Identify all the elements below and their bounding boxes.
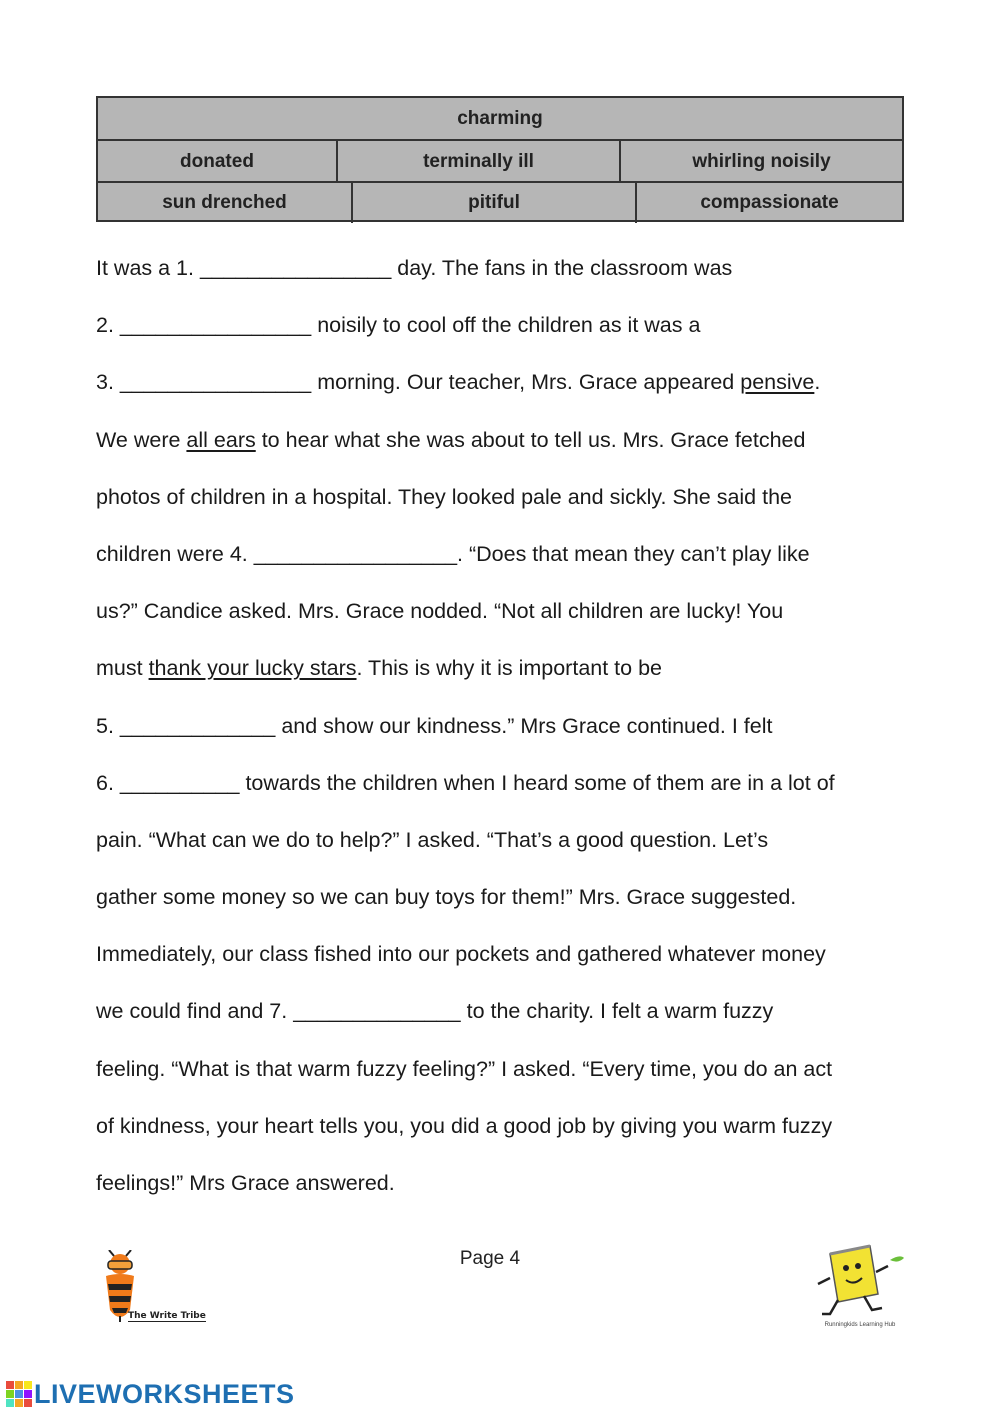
story-line [96,362,916,419]
story-text: noisily to cool off the children as it was a [311,313,701,338]
story-text: . This is why it is important to be [356,656,662,681]
story-text: . [814,370,821,395]
bee-logo-caption: The Write Tribe [128,1311,206,1321]
liveworksheets-brand[interactable] [6,1378,295,1410]
story-text: It was a 1. [96,256,200,280]
story-text: we could find and 7. [96,999,294,1024]
story-line [96,648,916,705]
story-text: to the charity. I felt a warm fuzzy [460,999,774,1024]
word-bank-row [98,139,902,182]
story-line [96,248,916,305]
word-bank-cell: charming [457,107,543,129]
story-line: feeling. “What is that warm fuzzy feeling?” I asked. “Every time, you do an act [96,1056,833,1081]
word-bank-cell: sun drenched [162,192,287,213]
underlined-phrase: pensive [740,370,815,395]
story-line [96,991,916,1048]
story-text: . “Does that mean they can’t play like [457,541,810,566]
word-bank-cell: pitiful [351,183,635,223]
blank-3-input[interactable]: ________________ [119,370,312,395]
story-text: 3. [96,370,120,395]
story-text: must [96,656,149,681]
blank-4-input[interactable]: _________________ [253,541,458,566]
story-line [96,534,916,591]
underlined-phrase: all ears [186,427,256,452]
page-number: Page 4 [459,1248,521,1269]
story-text: 2. [96,313,120,338]
story-line: photos of children in a hospital. They looked pale and sickly. She said the [96,484,792,509]
story-line [96,763,916,820]
story-text: towards the children when I heard some of them are in a lot of [239,770,835,795]
brand-text: LIVEWORKSHEETS [34,1378,295,1409]
word-bank-row [98,98,902,139]
book-logo-caption: Runningkids Learning Hub [824,1322,896,1328]
liveworksheets-logo-icon [6,1381,32,1407]
story-text: We were [96,427,187,452]
story-line: feelings!” Mrs Grace answered. [96,1171,395,1195]
blank-2-input[interactable]: ________________ [119,313,312,338]
word-bank-cell: whirling noisily [619,141,902,182]
story-text: to hear what she was about to tell us. Mrs. Grace fetched [255,427,806,452]
story-text: and show our kindness.” Mrs Grace continued. I felt [275,713,773,738]
story-line: of kindness, your heart tells you, you did a good job by giving you warm fuzzy [96,1113,833,1138]
word-bank-row [98,181,902,223]
word-bank-cell: donated [180,150,254,172]
story-line [96,305,916,362]
story-passage [96,248,916,1220]
story-line: Immediately, our class fished into our pockets and gathered whatever money [96,942,826,967]
blank-5-input[interactable]: _____________ [119,713,276,738]
story-text: day. The fans in the classroom was [391,256,733,280]
blank-1-input[interactable]: ________________ [199,256,392,280]
blank-7-input[interactable]: ______________ [293,999,461,1024]
word-bank-table [96,96,904,222]
word-bank-cell: compassionate [635,183,902,223]
story-line [96,420,916,477]
story-line: pain. “What can we do to help?” I asked. “That’s a good question. Let’s [96,827,769,852]
story-line: gather some money so we can buy toys for them!” Mrs. Grace suggested. [96,885,797,910]
running-book-logo-icon [808,1244,908,1320]
story-text: 5. [96,713,120,738]
underlined-phrase: thank your lucky stars [148,656,357,681]
story-text: 6. [96,770,120,795]
story-text: children were 4. [96,541,254,566]
story-line: us?” Candice asked. Mrs. Grace nodded. “Not all children are lucky! You [96,599,784,624]
word-bank-cell: terminally ill [336,141,619,182]
blank-6-input[interactable]: __________ [119,770,240,795]
story-text: morning. Our teacher, Mrs. Grace appeared [311,370,741,395]
story-line [96,706,916,763]
